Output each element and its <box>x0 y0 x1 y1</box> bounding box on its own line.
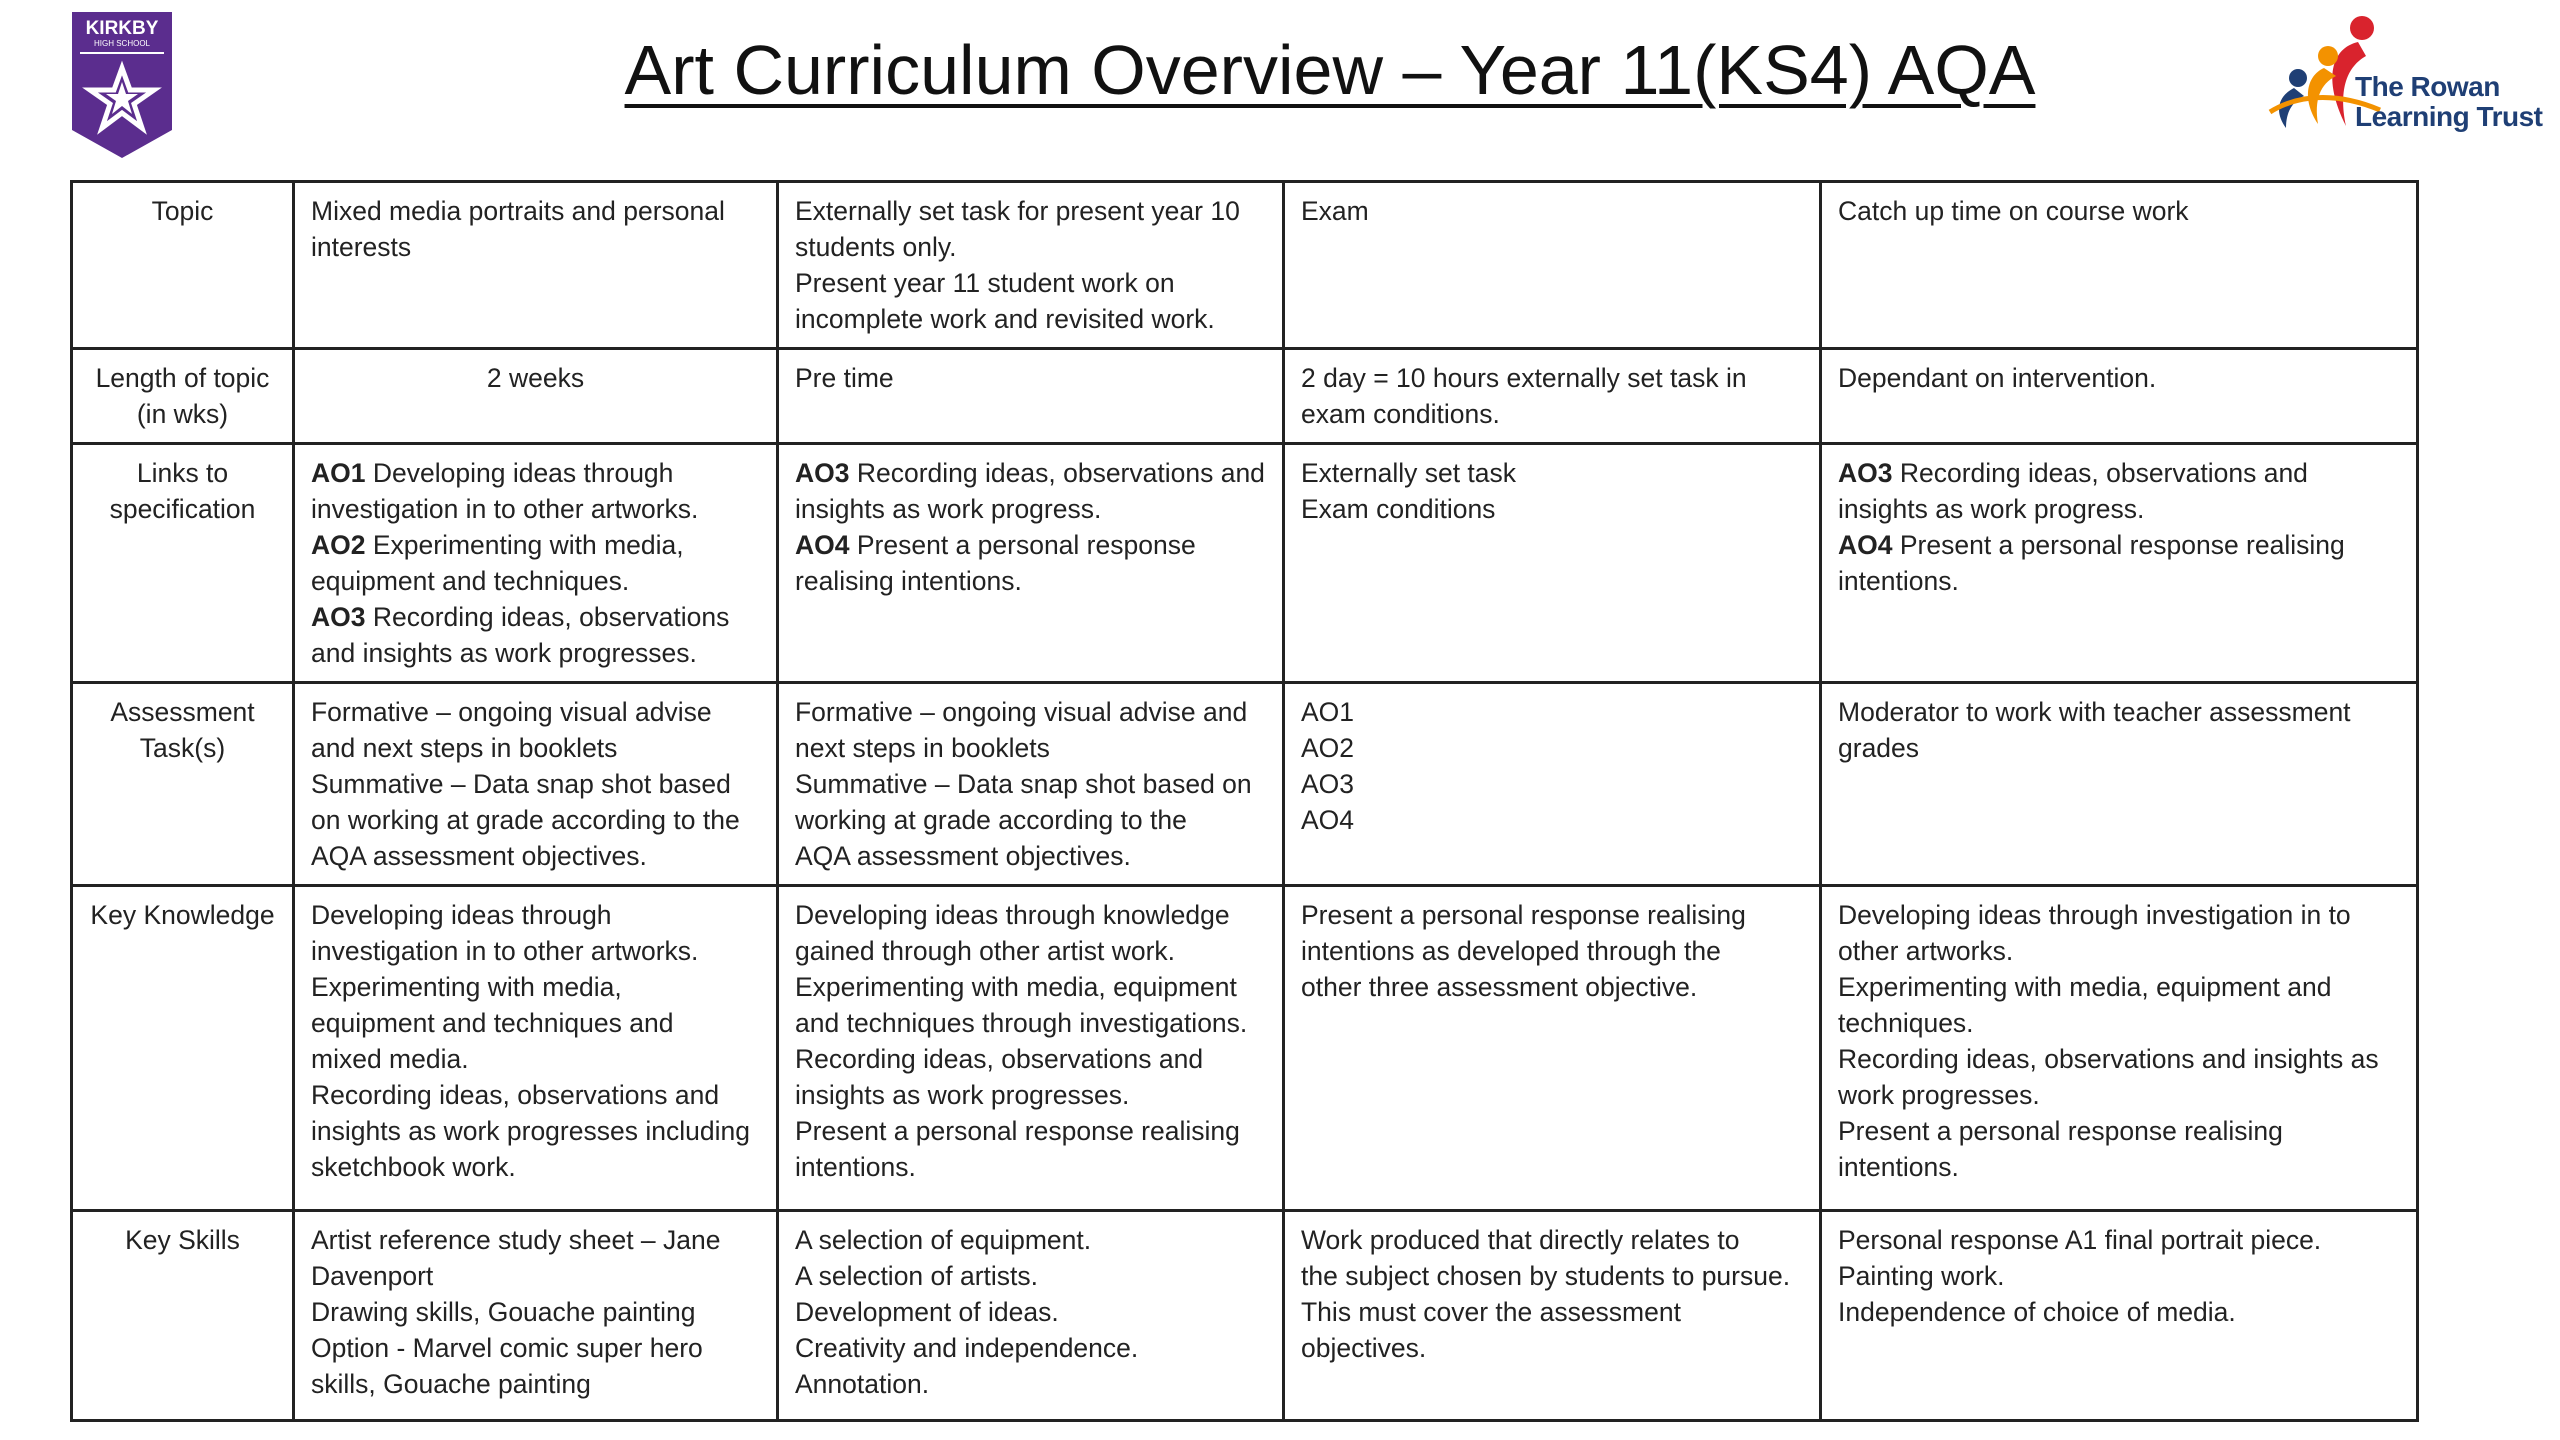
cell-text-line: Present a personal response realising <box>1301 900 1746 930</box>
row-header-length-of-topic: Length of topic (in wks) <box>72 349 294 444</box>
cell-assessment-tasks-col3 <box>1284 683 1821 886</box>
cell-text-line: interests <box>311 232 412 262</box>
cell-text-line: other artworks. <box>1838 936 2014 966</box>
cell-key-knowledge-col3 <box>1284 886 1821 1211</box>
objective-text: Developing ideas through investigation in to other artworks. <box>311 458 699 524</box>
cell-text-line: A selection of artists. <box>795 1261 1039 1291</box>
cell-text-line: investigation in to other artworks. <box>311 936 699 966</box>
cell-text-line: Summative – Data snap shot based <box>311 769 731 799</box>
cell-text-line: and next steps in booklets <box>311 733 618 763</box>
objective-code: AO4 <box>795 530 850 560</box>
cell-text-line: next steps in booklets <box>795 733 1050 763</box>
cell-text-line: Experimenting with media, equipment <box>795 972 1237 1002</box>
objective-item <box>311 599 760 671</box>
cell-key-skills-col1 <box>294 1211 778 1421</box>
cell-text-line: AO1 <box>1301 697 1355 727</box>
cell-text-line: intentions. <box>795 1152 916 1182</box>
cell-text-line: Developing ideas through <box>311 900 612 930</box>
objective-text: Recording ideas, observations and insights as work progress. <box>1838 458 2308 524</box>
school-crest-logo <box>70 10 174 160</box>
cell-text-line: 2 day = 10 hours externally set task in <box>1301 363 1747 393</box>
table-row-key-skills <box>72 1211 2418 1421</box>
school-logo-subtext: HIGH SCHOOL <box>93 39 151 48</box>
cell-text-line: Developing ideas through knowledge <box>795 900 1230 930</box>
cell-text-line: Externally set task <box>1301 458 1517 488</box>
cell-text-line: Work produced that directly relates to <box>1301 1225 1740 1255</box>
cell-text-line: gained through other artist work. <box>795 936 1176 966</box>
objective-code: AO3 <box>1838 458 1893 488</box>
cell-text-line: A selection of equipment. <box>795 1225 1092 1255</box>
cell-text-line: intentions. <box>1838 1152 1959 1182</box>
cell-text-line: Recording ideas, observations and insights as <box>1838 1044 2379 1074</box>
cell-text-line: Externally set task for present year 10 <box>795 196 1240 226</box>
cell-links-to-specification-col1 <box>294 444 778 683</box>
cell-assessment-tasks-col1 <box>294 683 778 886</box>
cell-text-line: Experimenting with media, equipment and <box>1838 972 2332 1002</box>
cell-text-line: Recording ideas, observations and <box>311 1080 720 1110</box>
cell-text-line: exam conditions. <box>1301 399 1500 429</box>
row-header-links-to-specification: Links to specification <box>72 444 294 683</box>
cell-text-line: Experimenting with media, <box>311 972 622 1002</box>
cell-text-line: Moderator to work with teacher assessment <box>1838 697 2351 727</box>
cell-text-line: Painting work. <box>1838 1261 2005 1291</box>
page-title: Art Curriculum Overview – Year 11(KS4) AQA <box>624 31 2036 109</box>
cell-key-skills-col3 <box>1284 1211 1821 1421</box>
cell-text-line: Creativity and independence. <box>795 1333 1139 1363</box>
cell-text-line: Pre time <box>795 363 894 393</box>
cell-topic-col2 <box>778 182 1284 349</box>
cell-text-line: Drawing skills, Gouache painting <box>311 1297 696 1327</box>
objective-text: Experimenting with media, equipment and techniques. <box>311 530 684 596</box>
cell-text-line: techniques. <box>1838 1008 1974 1038</box>
cell-key-knowledge-col1 <box>294 886 778 1211</box>
table-row-length-of-topic <box>72 349 2418 444</box>
curriculum-table <box>70 180 2419 1422</box>
cell-text-line: Developing ideas through investigation in to <box>1838 900 2351 930</box>
objective-code: AO1 <box>311 458 366 488</box>
cell-text-line: and techniques through investigations. <box>795 1008 1248 1038</box>
objective-item <box>1838 455 2400 527</box>
objective-code: AO4 <box>1838 530 1893 560</box>
cell-text-line: Development of ideas. <box>795 1297 1059 1327</box>
cell-links-to-specification-col3 <box>1284 444 1821 683</box>
cell-text-line: other three assessment objective. <box>1301 972 1698 1002</box>
cell-text-line: 2 weeks <box>486 363 585 393</box>
objective-code: AO2 <box>311 530 366 560</box>
objective-code: AO3 <box>311 602 366 632</box>
objective-text: Present a personal response realising intentions. <box>1838 530 2345 596</box>
cell-text-line: AO2 <box>1301 733 1355 763</box>
cell-text-line: AQA assessment objectives. <box>311 841 647 871</box>
cell-key-knowledge-col4 <box>1821 886 2418 1211</box>
cell-assessment-tasks-col2 <box>778 683 1284 886</box>
cell-key-skills-col2 <box>778 1211 1284 1421</box>
cell-text-line: Summative – Data snap shot based on <box>795 769 1252 799</box>
cell-text-line: working at grade according to the <box>795 805 1187 835</box>
table-row-assessment-tasks <box>72 683 2418 886</box>
cell-text-line: on working at grade according to the <box>311 805 740 835</box>
cell-links-to-specification-col2 <box>778 444 1284 683</box>
cell-text-line: skills, Gouache painting <box>311 1369 591 1399</box>
cell-text-line: AO3 <box>1301 769 1355 799</box>
cell-text-line: Exam <box>1301 196 1369 226</box>
table-row-key-knowledge <box>72 886 2418 1211</box>
cell-text-line: insights as work progresses including <box>311 1116 750 1146</box>
cell-text-line: AO4 <box>1301 805 1355 835</box>
cell-text-line: the subject chosen by students to pursue. <box>1301 1261 1791 1291</box>
cell-text-line: Independence of choice of media. <box>1838 1297 2236 1327</box>
row-header-key-knowledge: Key Knowledge <box>72 886 294 1211</box>
cell-text-line: grades <box>1838 733 1920 763</box>
row-header-topic: Topic <box>72 182 294 349</box>
objective-text: Recording ideas, observations and insights as work progress. <box>795 458 1265 524</box>
school-logo-name: KIRKBY <box>85 18 159 39</box>
trust-name-line2: Learning Trust <box>2355 101 2543 132</box>
cell-text-line: sketchbook work. <box>311 1152 516 1182</box>
cell-text-line: Recording ideas, observations and <box>795 1044 1204 1074</box>
objective-item <box>1838 527 2400 599</box>
row-header-key-skills: Key Skills <box>72 1211 294 1421</box>
cell-text-line: Dependant on intervention. <box>1838 363 2157 393</box>
trust-name-line1: The Rowan <box>2355 71 2500 102</box>
cell-text-line: mixed media. <box>311 1044 469 1074</box>
cell-key-skills-col4 <box>1821 1211 2418 1421</box>
cell-length-of-topic-col3 <box>1284 349 1821 444</box>
page-header <box>0 0 2560 180</box>
cell-text-line: Catch up time on course work <box>1838 196 2189 226</box>
cell-text-line: Present a personal response realising <box>795 1116 1240 1146</box>
cell-text-line: students only. <box>795 232 957 262</box>
table-row-links-to-specification <box>72 444 2418 683</box>
cell-text-line: intentions as developed through the <box>1301 936 1721 966</box>
cell-text-line: Present year 11 student work on <box>795 268 1175 298</box>
cell-topic-col3 <box>1284 182 1821 349</box>
cell-assessment-tasks-col4 <box>1821 683 2418 886</box>
cell-text-line: equipment and techniques and <box>311 1008 674 1038</box>
cell-length-of-topic-col4 <box>1821 349 2418 444</box>
cell-text-line: Annotation. <box>795 1369 930 1399</box>
cell-length-of-topic-col1 <box>294 349 778 444</box>
cell-length-of-topic-col2 <box>778 349 1284 444</box>
objective-item <box>795 527 1266 599</box>
cell-text-line: Present a personal response realising <box>1838 1116 2283 1146</box>
cell-text-line: Exam conditions <box>1301 494 1496 524</box>
cell-key-knowledge-col2 <box>778 886 1284 1211</box>
cell-text-line: Mixed media portraits and personal <box>311 196 725 226</box>
cell-text-line: Personal response A1 final portrait piece. <box>1838 1225 2322 1255</box>
cell-text-line: incomplete work and revisited work. <box>795 304 1215 334</box>
cell-text-line: Davenport <box>311 1261 434 1291</box>
cell-text-line: AQA assessment objectives. <box>795 841 1131 871</box>
cell-text-line: Formative – ongoing visual advise <box>311 697 712 727</box>
cell-text-line: This must cover the assessment <box>1301 1297 1681 1327</box>
cell-text-line: objectives. <box>1301 1333 1427 1363</box>
cell-text-line: work progresses. <box>1838 1080 2040 1110</box>
rowan-trust-name <box>2355 72 2542 132</box>
objective-text: Recording ideas, observations and insights as work progresses. <box>311 602 730 668</box>
table-row-topic <box>72 182 2418 349</box>
objective-item <box>795 455 1266 527</box>
cell-links-to-specification-col4 <box>1821 444 2418 683</box>
cell-text-line: Formative – ongoing visual advise and <box>795 697 1248 727</box>
cell-text-line: Artist reference study sheet – Jane <box>311 1225 721 1255</box>
objective-item <box>311 455 760 527</box>
objective-code: AO3 <box>795 458 850 488</box>
objective-item <box>311 527 760 599</box>
cell-text-line: Option - Marvel comic super hero <box>311 1333 703 1363</box>
row-header-assessment-tasks: Assessment Task(s) <box>72 683 294 886</box>
cell-topic-col4 <box>1821 182 2418 349</box>
cell-topic-col1 <box>294 182 778 349</box>
objective-text: Present a personal response realising intentions. <box>795 530 1196 596</box>
cell-text-line: insights as work progresses. <box>795 1080 1130 1110</box>
